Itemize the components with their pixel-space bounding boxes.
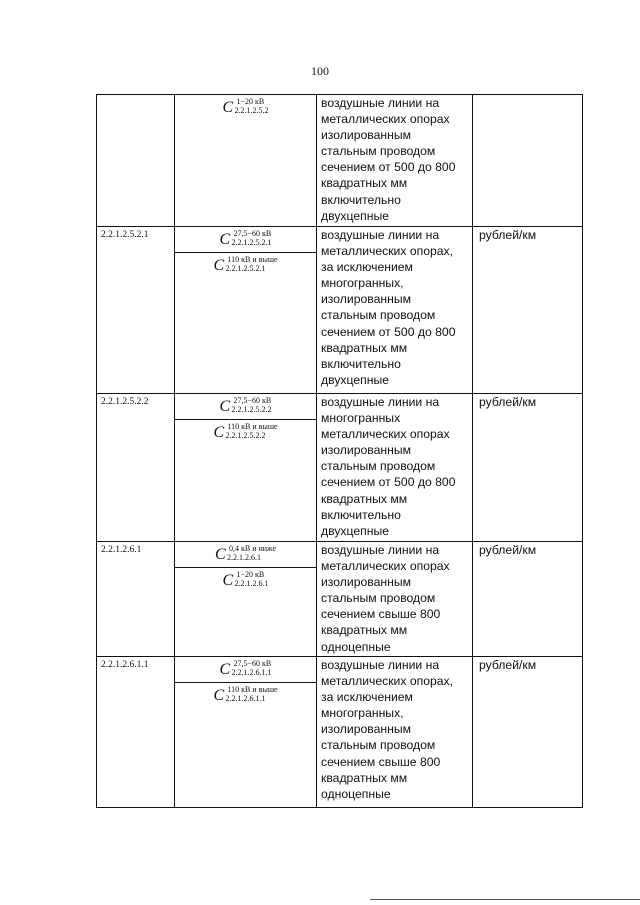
- rate-formula: [175, 95, 316, 226]
- description-line: воздушные линии на: [321, 658, 440, 672]
- formula-letter: C: [219, 661, 231, 678]
- description-line: за исключением: [321, 260, 413, 275]
- description-line: воздушные линии на: [321, 96, 440, 110]
- rate-formula: [175, 394, 316, 419]
- description-line: металлических опорах,: [321, 244, 454, 259]
- item-code: 2.2.1.2.6.1.1: [97, 657, 175, 808]
- tariff-table: [96, 94, 583, 808]
- description-line: сечением от 500 до 800: [321, 324, 456, 339]
- description-line: квадратных мм: [321, 340, 408, 355]
- rate-formula: [175, 419, 316, 541]
- formula-index-subscript: 2.2.1.2.6.1: [226, 553, 261, 562]
- description-line: воздушные линии на: [321, 228, 440, 242]
- formula-voltage-superscript: 1−20 кВ: [236, 97, 265, 106]
- table-row: [97, 95, 583, 227]
- rate-formula: [175, 682, 316, 807]
- description-line: металлических опорах,: [321, 674, 454, 689]
- formula-letter: C: [213, 687, 225, 704]
- formula-voltage-superscript: 27,5−60 кВ: [233, 396, 272, 405]
- description-line: многогранных: [321, 411, 401, 426]
- formula-letter: C: [219, 398, 231, 415]
- description-line: сечением от 500 до 800: [321, 475, 456, 490]
- unit-cell: [473, 95, 583, 227]
- rate-formula: [175, 252, 316, 393]
- description-line: включительно: [321, 356, 401, 371]
- formula-voltage-superscript: 27,5−60 кВ: [233, 659, 272, 668]
- formula-index-subscript: 2.2.1.2.6.1.1: [231, 668, 272, 677]
- description-line: квадратных мм: [321, 623, 408, 638]
- formula-voltage-superscript: 110 кВ и выше: [227, 422, 278, 431]
- formula-letter: C: [214, 546, 226, 563]
- formula-index-subscript: 2.2.1.2.6.1.1: [225, 694, 266, 703]
- table-row: [97, 394, 583, 542]
- description-line: многогранных,: [321, 276, 404, 291]
- formula-letter: C: [222, 572, 234, 589]
- formula-letter: C: [219, 231, 231, 248]
- rate-symbol-cell: [175, 95, 317, 227]
- description-line: одноцепные: [321, 639, 391, 654]
- description-line: изолированным: [321, 575, 411, 590]
- formula-index-subscript: 2.2.1.2.5.2.1: [225, 264, 266, 273]
- description-line: сечением свыше 800: [321, 754, 441, 769]
- rate-symbol-cell: [175, 542, 317, 657]
- description-line: изолированным: [321, 443, 411, 458]
- description-line: многогранных,: [321, 706, 404, 721]
- unit-cell: рублей/км: [473, 657, 583, 808]
- description-line: изолированным: [321, 128, 411, 143]
- description-cell: [317, 542, 473, 657]
- page-number: 100: [311, 64, 329, 78]
- description-line: стальным проводом: [321, 738, 436, 753]
- unit-cell: рублей/км: [473, 227, 583, 394]
- description-cell: [317, 227, 473, 394]
- description-line: изолированным: [321, 722, 411, 737]
- formula-voltage-superscript: 0,4 кВ и ниже: [228, 544, 277, 553]
- rate-symbol-cell: [175, 227, 317, 394]
- description-cell: [317, 95, 473, 227]
- description-cell: [317, 657, 473, 808]
- description-line: стальным проводом: [321, 144, 436, 159]
- description-line: изолированным: [321, 292, 411, 307]
- unit-cell: рублей/км: [473, 394, 583, 542]
- table-row: [97, 657, 583, 808]
- formula-letter: C: [213, 257, 225, 274]
- rate-formula: [175, 567, 316, 656]
- item-code: 2.2.1.2.5.2.1: [97, 227, 175, 394]
- scan-edge-line: [370, 899, 640, 900]
- item-code: 2.2.1.2.6.1: [97, 542, 175, 657]
- description-line: металлических опорах: [321, 559, 450, 574]
- description-line: двухцепные: [321, 372, 389, 387]
- formula-voltage-superscript: 110 кВ и выше: [227, 255, 278, 264]
- description-line: воздушные линии на: [321, 395, 440, 409]
- description-line: воздушные линии на: [321, 543, 440, 557]
- unit-cell: рублей/км: [473, 542, 583, 657]
- description-line: включительно: [321, 192, 401, 207]
- formula-letter: C: [222, 99, 234, 116]
- table-row: [97, 542, 583, 657]
- description-line: включительно: [321, 507, 401, 522]
- description-line: квадратных мм: [321, 491, 408, 506]
- formula-index-subscript: 2.2.1.2.5.2.2: [231, 405, 272, 414]
- description-line: одноцепные: [321, 786, 391, 801]
- table-row: [97, 227, 583, 394]
- description-line: квадратных мм: [321, 176, 408, 191]
- item-code: [97, 95, 175, 227]
- description-line: двухцепные: [321, 523, 389, 538]
- formula-voltage-superscript: 1−20 кВ: [236, 570, 265, 579]
- description-line: стальным проводом: [321, 308, 436, 323]
- description-line: металлических опорах: [321, 112, 450, 127]
- description-line: двухцепные: [321, 208, 389, 223]
- formula-letter: C: [213, 424, 225, 441]
- description-line: сечением свыше 800: [321, 607, 441, 622]
- rate-formula: [175, 542, 316, 567]
- rate-symbol-cell: [175, 394, 317, 542]
- rate-formula: [175, 657, 316, 682]
- description-line: стальным проводом: [321, 459, 436, 474]
- description-line: сечением от 500 до 800: [321, 160, 456, 175]
- formula-index-subscript: 2.2.1.2.5.2.2: [225, 431, 266, 440]
- formula-index-subscript: 2.2.1.2.6.1: [234, 579, 269, 588]
- description-line: стальным проводом: [321, 591, 436, 606]
- formula-index-subscript: 2.2.1.2.5.2.1: [231, 238, 272, 247]
- formula-index-subscript: 2.2.1.2.5.2: [234, 106, 269, 115]
- description-line: квадратных мм: [321, 770, 408, 785]
- rate-symbol-cell: [175, 657, 317, 808]
- formula-voltage-superscript: 110 кВ и выше: [227, 685, 278, 694]
- description-line: металлических опорах: [321, 427, 450, 442]
- description-line: за исключением: [321, 690, 413, 705]
- item-code: 2.2.1.2.5.2.2: [97, 394, 175, 542]
- rate-formula: [175, 227, 316, 252]
- formula-voltage-superscript: 27,5−60 кВ: [233, 229, 272, 238]
- description-cell: [317, 394, 473, 542]
